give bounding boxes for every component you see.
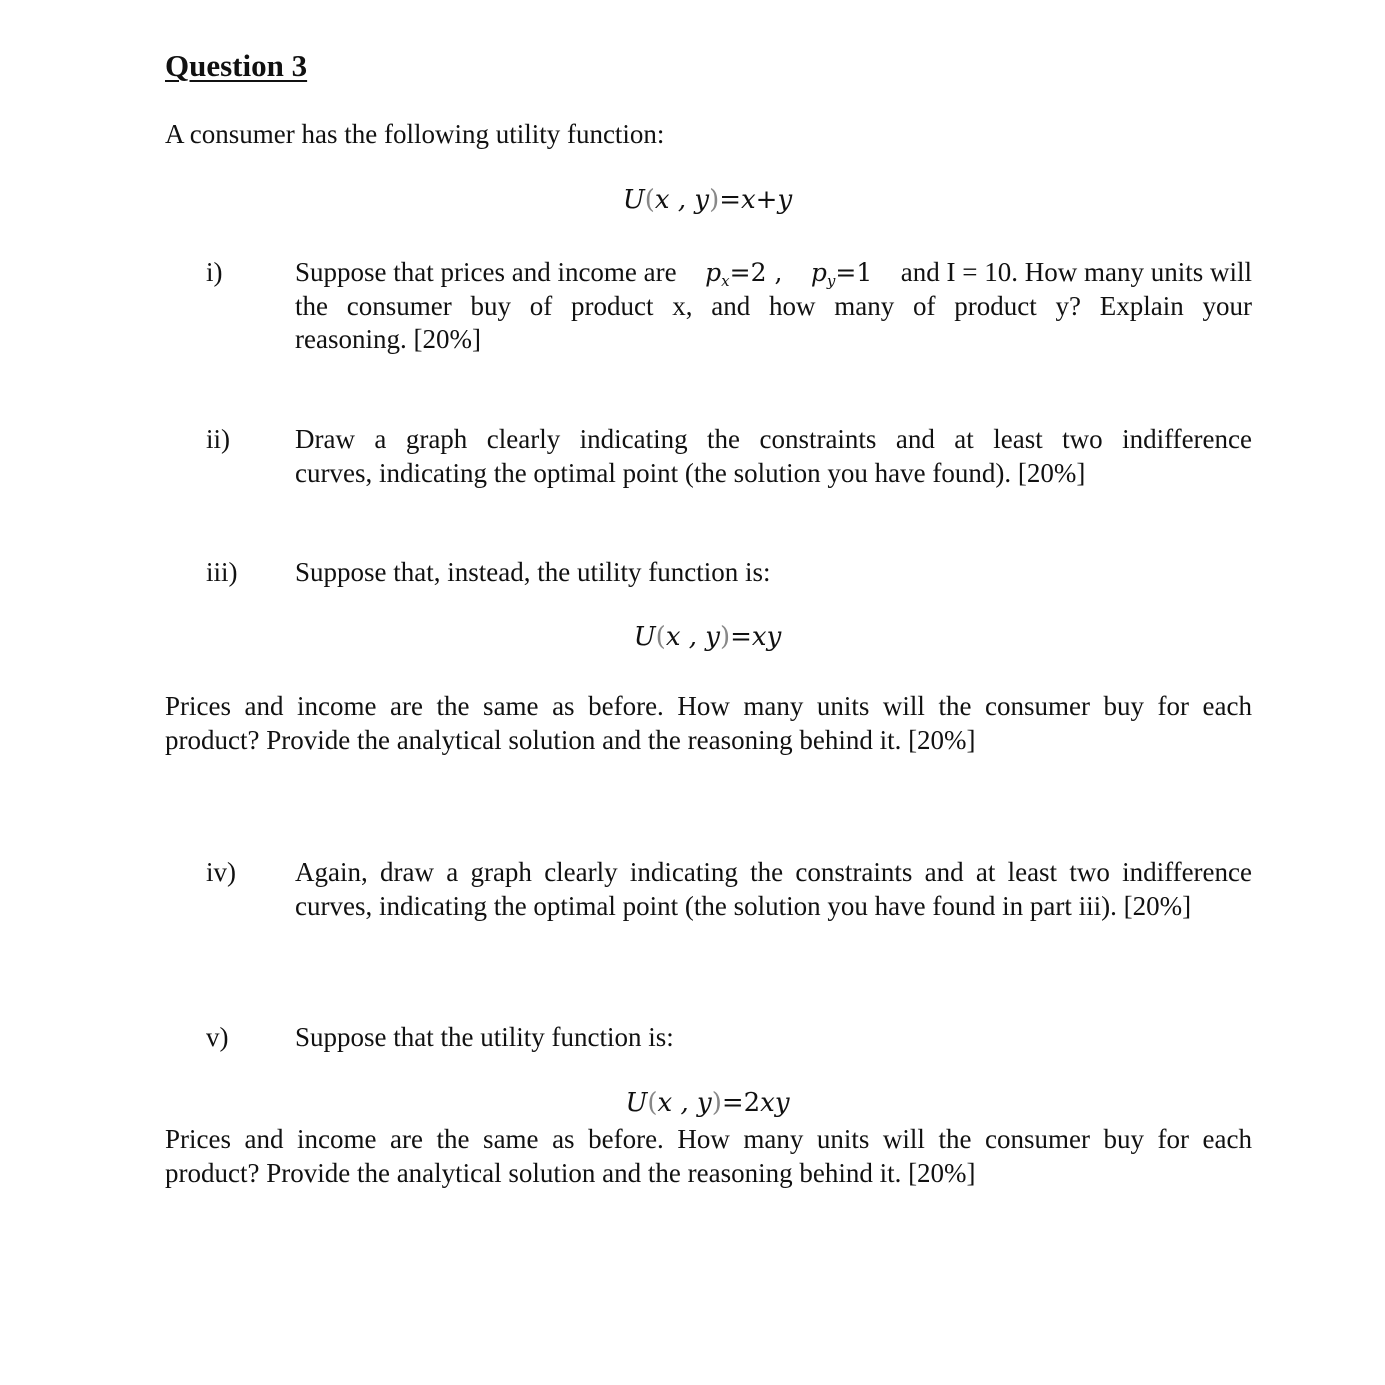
item-ii-line-2: curves, indicating the optimal point (the solution you have found). [20%]: [295, 457, 1086, 488]
item-label-iv: iv): [206, 857, 236, 887]
intro-text: A consumer has the following utility function:: [165, 119, 665, 149]
para-iii-line-1: Prices and income are the same as before. How many units will the consumer buy for each: [165, 691, 1252, 721]
item-i-line-1: [295, 256, 1252, 290]
eq3-lhs: U: [625, 1088, 648, 1118]
item-i-text-a: Suppose that prices and income are: [295, 257, 677, 287]
item-label-v: v): [206, 1022, 229, 1052]
item-iv-line-1: Again, draw a graph clearly indicating the constraints and at least two indifference: [295, 857, 1252, 887]
item-text-iv: [295, 856, 1252, 923]
para-v-line-2: product? Provide the analytical solution and the reasoning behind it. [20%]: [165, 1157, 976, 1188]
eq2-args: x , y: [665, 622, 720, 652]
item-label-ii: ii): [206, 424, 230, 454]
paragraph-after-v: [165, 1123, 1252, 1190]
price-y: $p_y=1$: [810, 258, 873, 290]
item-text-v: Suppose that the utility function is:: [295, 1022, 674, 1052]
item-i-line-2: the consumer buy of product x, and how many of product y? Explain your: [295, 290, 1252, 321]
eq1-rhs: =x+y: [719, 185, 793, 215]
item-label-iii: iii): [206, 557, 238, 587]
eq1-lhs: U: [622, 185, 645, 215]
item-ii-line-1: Draw a graph clearly indicating the constraints and at least two indifference: [295, 424, 1252, 454]
item-label-i: i): [206, 257, 223, 287]
item-i-text-b: and I = 10. How many units will: [900, 257, 1252, 287]
para-iii-line-2: product? Provide the analytical solution and the reasoning behind it. [20%]: [165, 724, 976, 755]
eq2-lhs: U: [633, 622, 656, 652]
paragraph-after-iii: [165, 690, 1252, 757]
para-v-line-1: Prices and income are the same as before. How many units will the consumer buy for each: [165, 1124, 1252, 1154]
eq1-args: x , y: [654, 185, 710, 215]
eq3-rhs-num: =2: [721, 1088, 761, 1118]
item-text-ii: [295, 423, 1252, 490]
eq2-rhs: =xy: [730, 622, 782, 652]
eq3-rhs-var: xy: [760, 1088, 790, 1118]
item-text-i: [295, 256, 1252, 357]
price-x: $p_x=2$ ,: [705, 258, 783, 290]
utility-equation-3: U(x , y)=2xy: [625, 1088, 790, 1118]
utility-equation-2: U(x , y)=xy: [633, 622, 782, 652]
eq3-args: x , y: [657, 1088, 712, 1118]
question-title: Question 3: [165, 48, 308, 83]
item-text-iii: Suppose that, instead, the utility function is:: [295, 557, 771, 587]
utility-equation-1: U(x , y)=x+y: [622, 185, 793, 215]
item-iv-line-2: curves, indicating the optimal point (the solution you have found in part iii). [20%]: [295, 890, 1192, 921]
item-i-line-3: reasoning. [20%]: [295, 324, 481, 354]
